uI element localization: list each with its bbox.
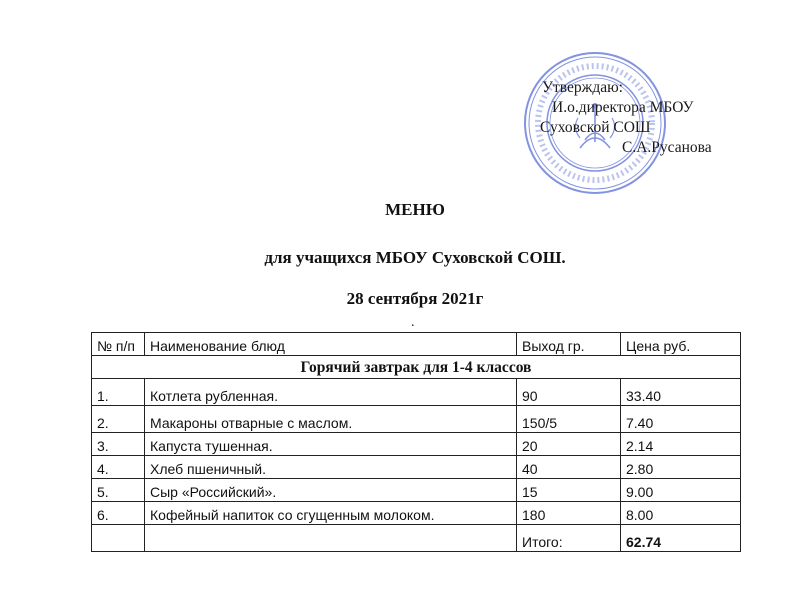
- table-row: [92, 406, 741, 433]
- table-row: [92, 379, 741, 406]
- row-num: 4.: [92, 456, 145, 479]
- header-name: Наименование блюд: [145, 333, 517, 356]
- row-weight: 15: [517, 479, 621, 502]
- section-title: Горячий завтрак для 1-4 классов: [92, 356, 741, 379]
- stray-dot: .: [411, 315, 415, 330]
- row-price: 9.00: [621, 479, 741, 502]
- row-name: Котлета рубленная.: [145, 379, 517, 406]
- approver-school: Суховской СОШ: [540, 119, 651, 136]
- row-price: 2.14: [621, 433, 741, 456]
- row-num: 2.: [92, 406, 145, 433]
- total-value: 62.74: [621, 525, 741, 552]
- row-price: 33.40: [621, 379, 741, 406]
- total-label: Итого:: [517, 525, 621, 552]
- row-weight: 180: [517, 502, 621, 525]
- table-header-row: [92, 333, 741, 356]
- row-weight: 150/5: [517, 406, 621, 433]
- row-num: 5.: [92, 479, 145, 502]
- row-name: Капуста тушенная.: [145, 433, 517, 456]
- menu-date: 28 сентября 2021г: [346, 289, 484, 308]
- table-row: [92, 433, 741, 456]
- row-name: Хлеб пшеничный.: [145, 456, 517, 479]
- row-num: 6.: [92, 502, 145, 525]
- section-row: [92, 356, 741, 379]
- approver-name: С.А.Русанова: [622, 139, 712, 156]
- menu-table: [91, 332, 741, 552]
- row-price: 2.80: [621, 456, 741, 479]
- approval-block: [536, 78, 736, 158]
- row-weight: 40: [517, 456, 621, 479]
- row-name: Кофейный напиток со сгущенным молоком.: [145, 502, 517, 525]
- approval-heading: Утверждаю:: [542, 79, 623, 96]
- total-empty-num: [92, 525, 145, 552]
- table-row: [92, 502, 741, 525]
- total-row: [92, 525, 741, 552]
- row-name: Сыр «Российский».: [145, 479, 517, 502]
- row-name: Макароны отварные с маслом.: [145, 406, 517, 433]
- table-row: [92, 456, 741, 479]
- header-price: Цена руб.: [621, 333, 741, 356]
- row-weight: 20: [517, 433, 621, 456]
- total-empty-name: [145, 525, 517, 552]
- row-price: 8.00: [621, 502, 741, 525]
- table-row: [92, 479, 741, 502]
- header-num: № п/п: [92, 333, 145, 356]
- approver-position: И.о.директора МБОУ: [552, 99, 694, 116]
- row-price: 7.40: [621, 406, 741, 433]
- page-title: МЕНЮ: [385, 200, 445, 219]
- header-weight: Выход гр.: [517, 333, 621, 356]
- row-weight: 90: [517, 379, 621, 406]
- row-num: 3.: [92, 433, 145, 456]
- page-subtitle: для учащихся МБОУ Суховской СОШ.: [264, 248, 566, 267]
- row-num: 1.: [92, 379, 145, 406]
